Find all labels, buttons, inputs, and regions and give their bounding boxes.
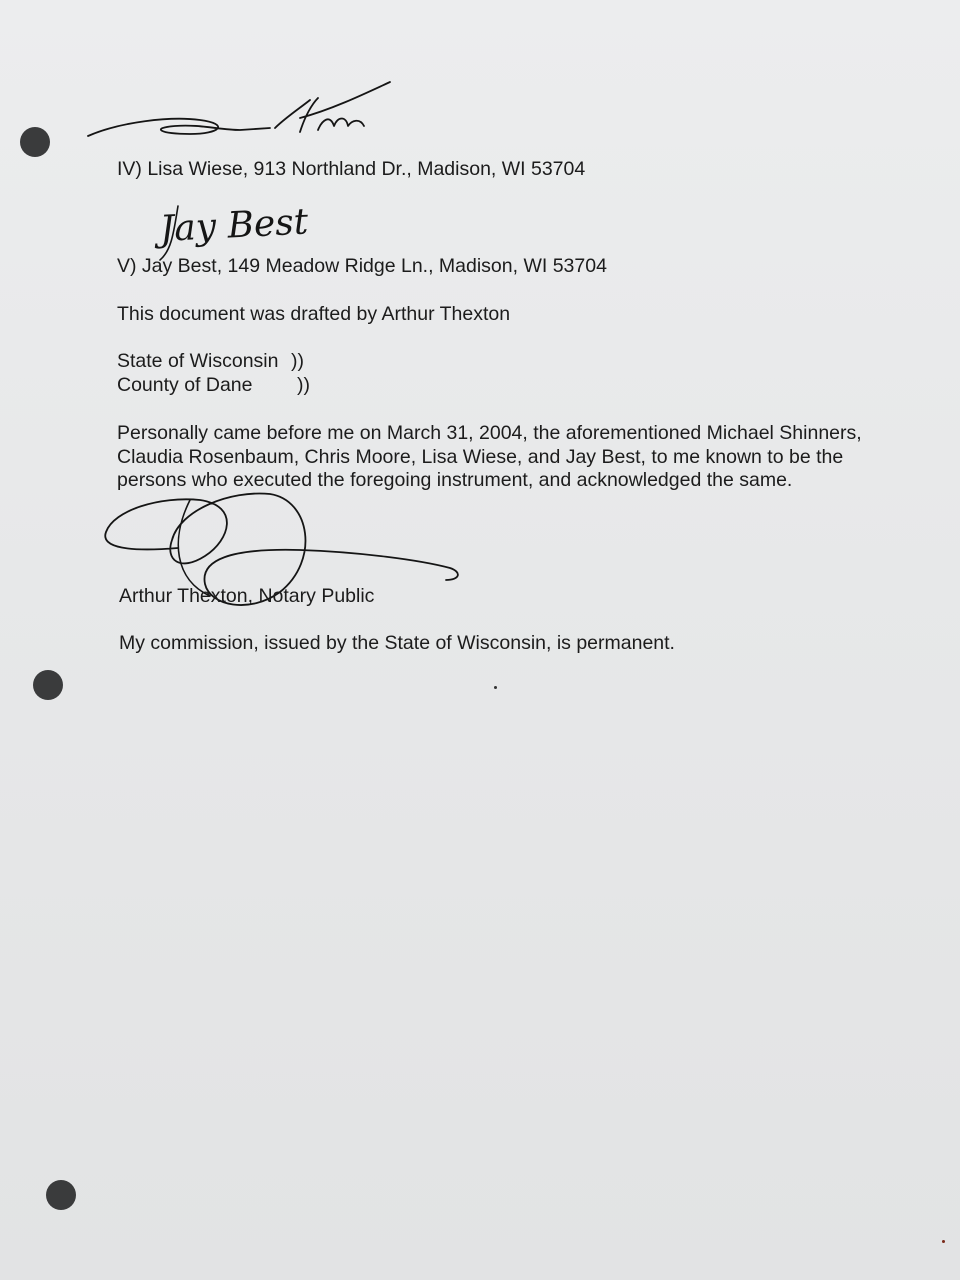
notary-acknowledgment-paragraph: Personally came before me on March 31, 2004, the aforementioned Michael Shinners, Claudia Rosenbaum, Chris Moore, Lisa Wiese, and Jay Best, to me known to be the persons who executed the foregoing instrument, and acknowledged the same. — [117, 422, 862, 491]
paper-speck — [494, 686, 497, 689]
drafted-by-line: This document was drafted by Arthur Thexton — [117, 303, 511, 325]
venue-state-bracket: )) — [291, 350, 304, 372]
notary-commission-line: My commission, issued by the State of Wisconsin, is permanent. — [119, 632, 675, 654]
witness-line-lisa-wiese: IV) Lisa Wiese, 913 Northland Dr., Madison, WI 53704 — [117, 158, 586, 180]
paper-speck — [942, 1240, 945, 1243]
jay-best-signature-script: Jay Best — [158, 201, 310, 251]
venue-county-bracket: )) — [297, 374, 310, 396]
witness-line-jay-best: V) Jay Best, 149 Meadow Ridge Ln., Madison, WI 53704 — [117, 255, 607, 277]
venue-county-label: County of Dane — [117, 374, 253, 396]
venue-state-label: State of Wisconsin — [117, 350, 279, 372]
notary-name-title: Arthur Thexton, Notary Public — [119, 585, 375, 607]
